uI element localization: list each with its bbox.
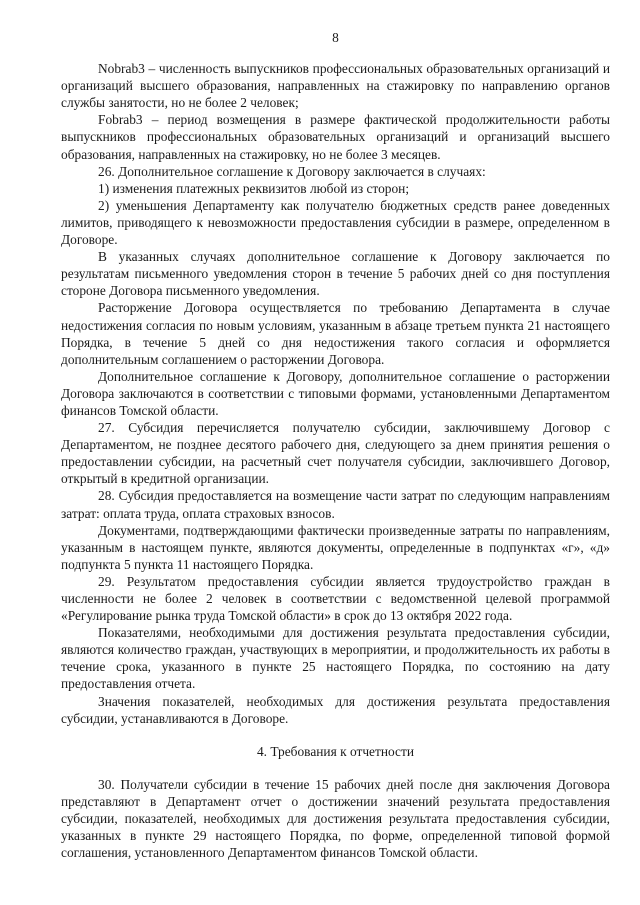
paragraph: 28. Субсидия предоставляется на возмещение части затрат по следующим направлениям затрат: оплата труда, оплата страховых взносов.	[61, 488, 610, 521]
paragraph: 29. Результатом предоставления субсидии является трудоустройство граждан в численности не более 2 человек в соответствии с ведомственной целевой программой «Регулирование рынка труда Томской области» в срок до 13 октября 2022 года.	[61, 573, 610, 624]
paragraph: Nobrab3 – численность выпускников профессиональных образовательных организаций и организаций высшего образования, направленных на стажировку по направлению органов службы занятости, но не более 2 человек;	[61, 61, 610, 111]
paragraph: Значения показателей, необходимых для достижения результата предоставления субсидии, устанавливаются в Договоре.	[61, 693, 610, 726]
paragraph: Документами, подтверждающими фактически произведенные затраты по направлениям, указанным в настоящем пункте, являются документы, определенные в подпунктах «г», «д» подпункта 5 пункта 11 настоящего Порядка.	[61, 522, 610, 572]
paragraph: Расторжение Договора осуществляется по требованию Департамента в случае недостижения согласия по новым условиям, указанным в абзаце третьем пункта 21 настоящего Порядка, в течение 5 дней со дня недостижения такого согласия и оформляется дополнительным соглашением о расторжении Договора.	[61, 300, 610, 367]
paragraph: В указанных случаях дополнительное соглашение к Договору заключается по результатам письменного уведомления сторон в течение 5 рабочих дней со дня поступления стороне Договора письменного уведомления.	[61, 249, 610, 299]
paragraph: 26. Дополнительное соглашение к Договору заключается в случаях:	[98, 163, 486, 179]
paragraph: 30. Получатели субсидии в течение 15 рабочих дней после дня заключения Договора представляют в Департамент отчет о достижении значений результата предоставления субсидии, показателей, необходимых для достижения результата предоставления субсидии, указанных в пункте 29 настоящего Порядка, по форме, определенной типовой формой соглашения, установленного Департаментом финансов Томской области.	[61, 776, 610, 861]
paragraph: 2) уменьшения Департаменту как получателю бюджетных средств ранее доведенных лимитов, приводящего к невозможности предоставления субсидии в размере, определенном в Договоре.	[61, 197, 610, 248]
page-number: 8	[332, 30, 339, 45]
section-heading: 4. Требования к отчетности	[256, 743, 415, 759]
paragraph: Показателями, необходимыми для достижения результата предоставления субсидии, являются количество граждан, участвующих в мероприятии, и продолжительность их работы в течение срока, указанного в пункте 25 настоящего Порядка, по состоянию на дату предоставления отчета.	[61, 625, 610, 692]
paragraph: Fobrab3 – период возмещения в размере фактической продолжительности работы выпускников профессиональных образовательных организаций и организаций высшего образования, направленных на стажировку, но не более 3 месяцев.	[61, 112, 610, 162]
paragraph: Дополнительное соглашение к Договору, дополнительное соглашение о расторжении Договора заключаются в соответствии с типовыми формами, установленными Департаментом финансов Томской области.	[61, 368, 610, 418]
paragraph: 27. Субсидия перечисляется получателю субсидии, заключившему Договор с Департаментом, не позднее десятого рабочего дня, следующего за днем принятия решения о предоставлении субсидии, на расчетный счет получателя субсидии, заключившего Договор, открытый в кредитной организации.	[61, 420, 610, 487]
section-body-after	[61, 776, 610, 861]
section-body-before	[61, 60, 610, 727]
paragraph: 1) изменения платежных реквизитов любой из сторон;	[98, 180, 410, 196]
